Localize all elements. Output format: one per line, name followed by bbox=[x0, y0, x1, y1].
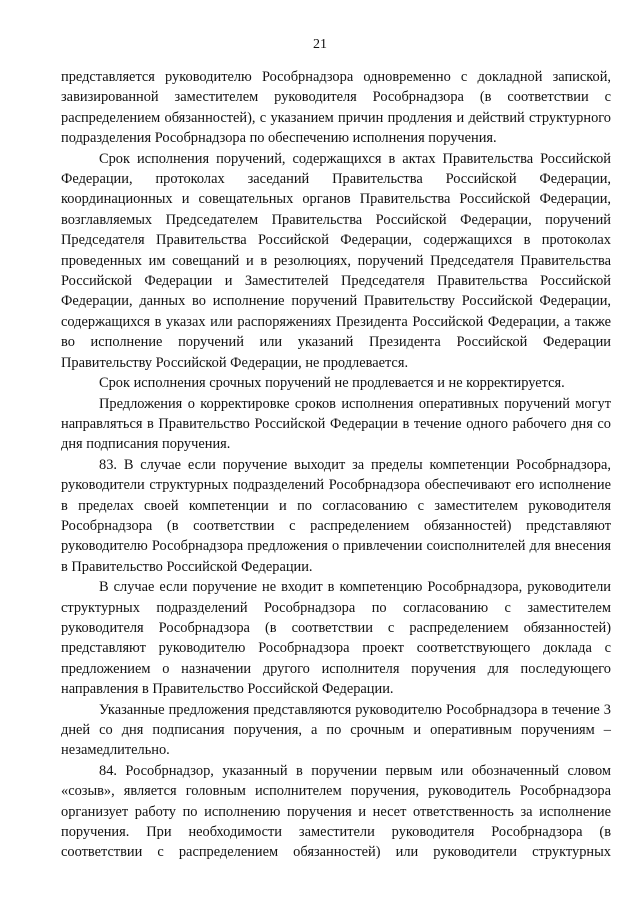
paragraph-not-in-competence: В случае если поручение не входит в компетенцию Рособрнадзора, руководители структурных подразделений Рособрнадзора по согласованию с заместителем руководителя Рособрнадзора (в соответствии с распределением обязанностей) представляют руководителю Рособрнадзора проект соответствующего доклада с предложением о назначении другого исполнителя поручения для последующего направления в Правительство Российской Федерации. bbox=[61, 579, 611, 698]
page-number: 21 bbox=[313, 37, 327, 52]
paragraph-clause-84: 84. Рособрнадзор, указанный в поручении первым или обозначенный словом «созыв», является головным исполнителем поручения, руководитель Рособрнадзора организует работу по исполнению поручения и несет ответственность за исполнение поручения. При необходимости заместители руководителя Рособрнадзора (в соответствии с распределением обязанностей) или руководители структурных bbox=[61, 762, 611, 861]
paragraph-operational-orders: Предложения о корректировке сроков исполнения оперативных поручений могут направляться в Правительство Российской Федерации в течение одного рабочего дня со дня подписания поручения. bbox=[61, 395, 611, 453]
paragraph-clause-83: 83. В случае если поручение выходит за пределы компетенции Рособрнадзора, руководители структурных подразделений Рособрнадзора обеспечивают его исполнение в пределах своей компетенции и по согласованию с заместителем руководителя Рособрнадзора (в соответствии с распределением обязанностей) представляют руководителю Рособрнадзора предложения о привлечении соисполнителей для внесения в Правительство Российской Федерации. bbox=[61, 456, 611, 575]
paragraph-proposal-deadline: Указанные предложения представляются руководителю Рособрнадзора в течение 3 дней со дня подписания поручения, а по срочным и оперативным поручениям – незамедлительно. bbox=[61, 701, 611, 759]
paragraph-non-extension-rule: Срок исполнения поручений, содержащихся в актах Правительства Российской Федерации, протоколах заседаний Правительства Российской Федерации, координационных и совещательных органов Правительства Российской Федерации, возглавляемых Председателем Правительства Российской Федерации, поручений Председателя Правительства Российской Федерации, содержащихся в протоколах проведенных им совещаний и в резолюциях, поручений Председателя Правительства Российской Федерации и Заместителей Председателя Правительства Российской Федерации, данных во исполнение поручений Правительству Российской Федерации, содержащихся в указах или распоряжениях Президента Российской Федерации, а также во исполнение поручений или указаний Президента Российской Федерации Правительству Российской Федерации, не продлевается. bbox=[61, 150, 611, 371]
paragraph-continuation: представляется руководителю Рособрнадзора одновременно с докладной запиской, завизированной заместителем руководителя Рособрнадзора (в соответствии с распределением обязанностей), с указанием причин продления и действий структурного подразделения Рособрнадзора по обеспечению исполнения поручения. bbox=[61, 69, 611, 147]
document-body bbox=[61, 67, 611, 863]
paragraph-urgent-orders: Срок исполнения срочных поручений не продлевается и не корректируется. bbox=[99, 375, 565, 392]
